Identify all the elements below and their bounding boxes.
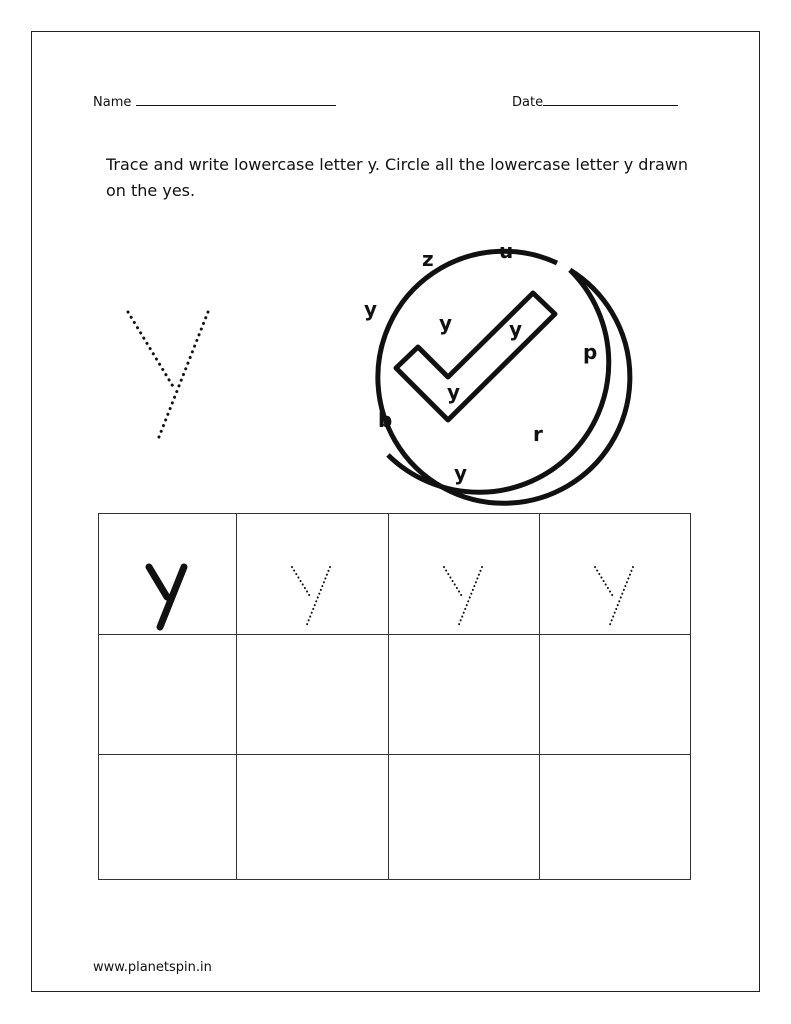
grid-cell-write[interactable]: [237, 635, 388, 755]
clock-letter-z: z: [422, 247, 434, 271]
yes-clock-frame: [378, 251, 630, 503]
grid-cell-trace[interactable]: [539, 514, 690, 635]
clock-letter-y-left: y: [364, 297, 378, 321]
clock-letter-u: u: [499, 239, 514, 263]
grid-row-1: [99, 514, 691, 635]
clock-letter-y-bottom: y: [454, 461, 468, 485]
grid-cell-write[interactable]: [388, 755, 539, 880]
name-label: Name: [93, 95, 132, 110]
grid-cell-write[interactable]: [237, 755, 388, 880]
grid-cell-write[interactable]: [99, 635, 237, 755]
date-label: Date: [512, 95, 544, 110]
grid-row-3: [99, 755, 691, 880]
clock-letter-b: b: [378, 408, 393, 432]
clock-letter-r: r: [533, 422, 543, 446]
grid-cell-write[interactable]: [539, 635, 690, 755]
clock-letter-y-center: y: [447, 380, 461, 404]
grid-cell-example: [99, 514, 237, 635]
clock-letter-y-check: y: [509, 317, 523, 341]
grid-cell-write[interactable]: [388, 635, 539, 755]
trace-letter-dotted-large: [128, 312, 208, 442]
footer-url: www.planetspin.in: [93, 960, 212, 975]
clock-letter-p: p: [583, 340, 598, 364]
practice-grid: [98, 513, 691, 880]
grid-cell-write[interactable]: [99, 755, 237, 880]
yes-check-mark: [396, 293, 555, 420]
grid-cell-trace[interactable]: [237, 514, 388, 635]
grid-cell-trace[interactable]: [388, 514, 539, 635]
instructions: Trace and write lowercase letter y. Circle all the lowercase letter y drawn on the yes.: [106, 155, 689, 200]
grid-cell-write[interactable]: [539, 755, 690, 880]
grid-row-2: [99, 635, 691, 755]
clock-letter-y-inner: y: [439, 311, 453, 335]
